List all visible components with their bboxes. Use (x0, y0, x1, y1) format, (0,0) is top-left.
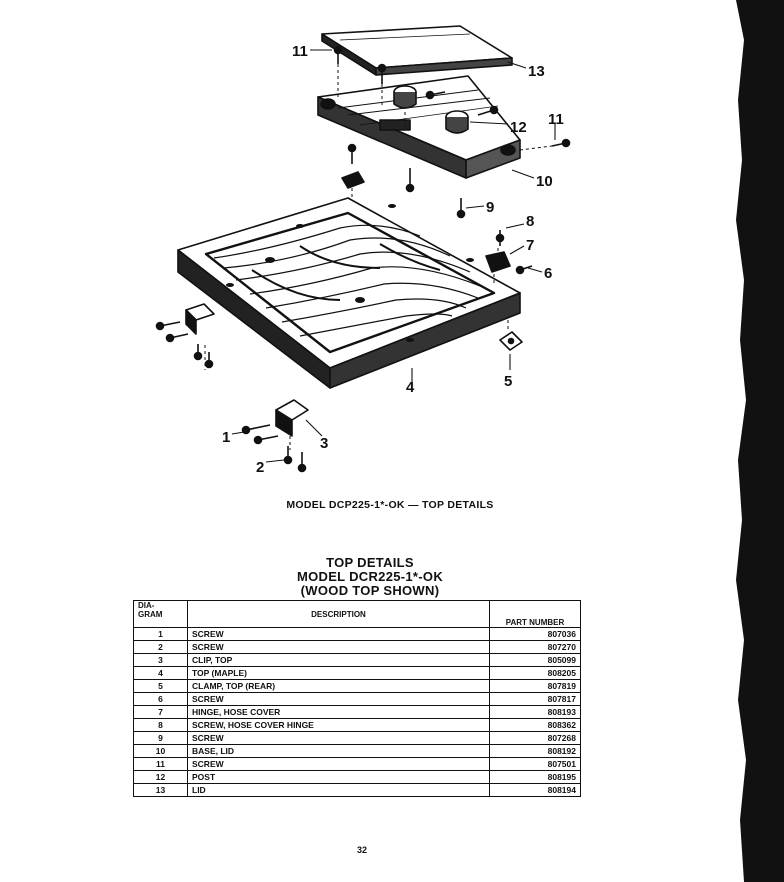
description-cell: LID (188, 784, 490, 797)
wood-top-part (178, 198, 520, 388)
diagram-caption: MODEL DCP225-1*-OK — TOP DETAILS (286, 499, 494, 511)
part-number-cell: 808192 (490, 745, 581, 758)
table-row (134, 628, 581, 641)
callout-10: 10 (536, 173, 553, 190)
diagram-number-cell: 13 (134, 784, 188, 797)
diagram-number-cell: 6 (134, 693, 188, 706)
table-title-line-1: TOP DETAILS (326, 555, 414, 570)
description-cell: CLAMP, TOP (REAR) (188, 680, 490, 693)
part-number-cell: 807036 (490, 628, 581, 641)
description-cell: BASE, LID (188, 745, 490, 758)
table-row (134, 745, 581, 758)
part-number-cell: 807501 (490, 758, 581, 771)
callout-13: 13 (528, 63, 545, 80)
header-part-number: PART NUMBER (490, 601, 581, 628)
callout-4: 4 (406, 379, 415, 396)
diagram-number-cell: 2 (134, 641, 188, 654)
table-row (134, 654, 581, 667)
callout-11-top: 11 (292, 43, 308, 60)
diagram-number-cell: 9 (134, 732, 188, 745)
callout-1: 1 (222, 429, 231, 446)
table-title-line-2: MODEL DCR225-1*-OK (296, 569, 444, 584)
part-number-cell: 807817 (490, 693, 581, 706)
header-diagram (134, 601, 188, 628)
table-row (134, 758, 581, 771)
lid-part (322, 26, 512, 75)
table-row (134, 732, 581, 745)
header-description: DESCRIPTION (188, 601, 490, 628)
callout-5: 5 (504, 373, 513, 390)
callout-11-right: 11 (548, 111, 564, 128)
header-diagram-line1: DIA- (138, 601, 155, 610)
part-number-cell: 807268 (490, 732, 581, 745)
callout-12: 12 (510, 119, 527, 136)
description-cell: POST (188, 771, 490, 784)
description-cell: SCREW (188, 732, 490, 745)
table-row (134, 680, 581, 693)
part-number-cell: 808205 (490, 667, 581, 680)
rear-clamp-part (500, 320, 522, 350)
part-number-cell: 808362 (490, 719, 581, 732)
page-number: 32 (356, 845, 367, 855)
table-row (134, 706, 581, 719)
lid-base-part (318, 76, 520, 178)
parts-table-header (134, 601, 581, 628)
part-number-cell: 808193 (490, 706, 581, 719)
callout-2: 2 (256, 459, 265, 476)
description-cell: SCREW (188, 628, 490, 641)
table-row (134, 784, 581, 797)
table-title (200, 556, 540, 598)
callout-6: 6 (544, 265, 553, 282)
diagram-number-cell: 12 (134, 771, 188, 784)
scan-edge-shadow (722, 0, 784, 882)
description-cell: SCREW (188, 693, 490, 706)
part-number-cell: 808195 (490, 771, 581, 784)
callout-8: 8 (526, 213, 535, 230)
description-cell: TOP (MAPLE) (188, 667, 490, 680)
table-row (134, 641, 581, 654)
description-cell: HINGE, HOSE COVER (188, 706, 490, 719)
callout-7: 7 (526, 237, 535, 254)
table-title-line-3: (WOOD TOP SHOWN) (300, 583, 440, 598)
diagram-number-cell: 7 (134, 706, 188, 719)
table-row (134, 667, 581, 680)
part-number-cell: 807819 (490, 680, 581, 693)
diagram-number-cell: 5 (134, 680, 188, 693)
header-diagram-line2: GRAM (138, 610, 163, 619)
diagram-number-cell: 8 (134, 719, 188, 732)
description-cell: SCREW (188, 758, 490, 771)
diagram-number-cell: 1 (134, 628, 188, 641)
part-number-cell: 808194 (490, 784, 581, 797)
table-row (134, 693, 581, 706)
part-number-cell: 807270 (490, 641, 581, 654)
diagram-number-cell: 10 (134, 745, 188, 758)
part-number-cell: 805099 (490, 654, 581, 667)
callout-3: 3 (320, 435, 329, 452)
description-cell: CLIP, TOP (188, 654, 490, 667)
parts-table (133, 600, 581, 797)
diagram-number-cell: 3 (134, 654, 188, 667)
description-cell: SCREW, HOSE COVER HINGE (188, 719, 490, 732)
callout-9: 9 (486, 199, 495, 216)
description-cell: SCREW (188, 641, 490, 654)
table-row (134, 771, 581, 784)
table-row (134, 719, 581, 732)
diagram-number-cell: 11 (134, 758, 188, 771)
diagram-number-cell: 4 (134, 667, 188, 680)
